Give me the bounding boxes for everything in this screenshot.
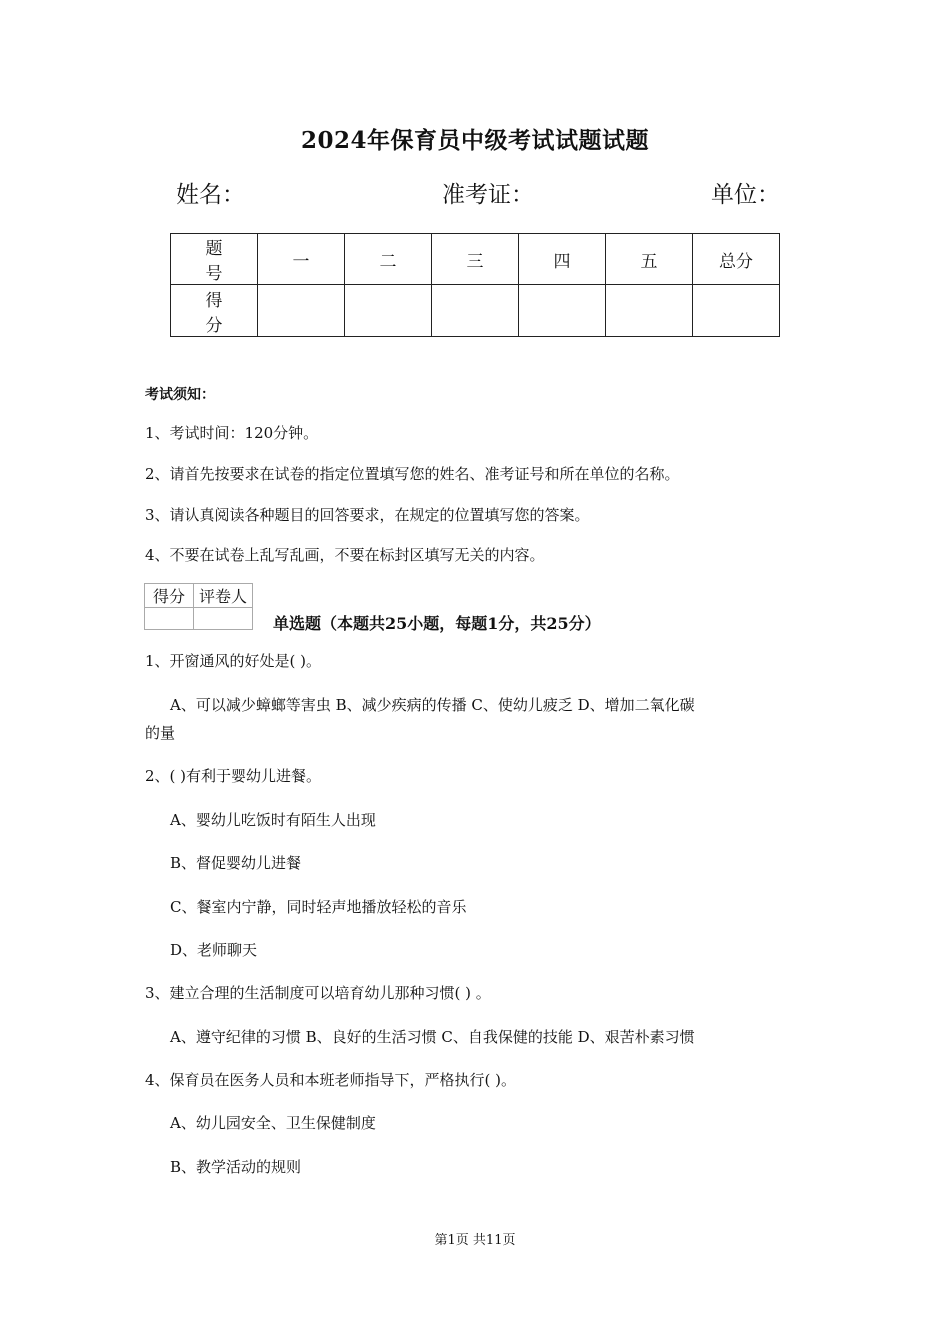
score-cell-5[interactable] [606, 285, 693, 337]
score-table [170, 233, 780, 337]
score-column-total: 总分 [693, 234, 780, 285]
score-row-label: 得分 [171, 285, 258, 337]
score-column-2: 二 [345, 234, 432, 285]
score-column-3: 三 [432, 234, 519, 285]
question-stem: 4、保育员在医务人员和本班老师指导下，严格执行( )。 [145, 1071, 517, 1089]
page-footer: 第1页 共11页 [434, 1233, 516, 1248]
score-column-4: 四 [519, 234, 606, 285]
grader-name-label: 评卷人 [194, 584, 253, 608]
grader-score-cell[interactable] [145, 608, 194, 630]
score-cell-1[interactable] [258, 285, 345, 337]
score-table-header-row [171, 234, 780, 285]
question-option: D、老师聊天 [170, 941, 258, 959]
notice-heading: 考试须知： [145, 387, 215, 403]
question-option: B、督促婴幼儿进餐 [170, 854, 302, 872]
score-column-1: 一 [258, 234, 345, 285]
score-cell-total[interactable] [693, 285, 780, 337]
question-option: A、婴幼儿吃饭时有陌生人出现 [170, 811, 376, 829]
unit-label: 单位： [711, 182, 780, 208]
question-option: B、教学活动的规则 [170, 1158, 302, 1176]
question-stem: 2、( )有利于婴幼儿进餐。 [145, 767, 322, 785]
question-options: A、可以减少蟑螂等害虫 B、减少疾病的传播 C、使幼儿疲乏 D、增加二氧化碳 [170, 696, 695, 714]
score-cell-3[interactable] [432, 285, 519, 337]
question-options-wrap: 的量 [145, 724, 176, 742]
question-stem: 3、建立合理的生活制度可以培育幼儿那种习惯( ) 。 [145, 984, 491, 1002]
notice-item: 4、不要在试卷上乱写乱画，不要在标封区填写无关的内容。 [145, 546, 545, 564]
notice-item: 1、考试时间：120分钟。 [145, 424, 319, 442]
notice-item: 3、请认真阅读各种题目的回答要求，在规定的位置填写您的答案。 [145, 506, 590, 524]
grader-table [144, 583, 253, 630]
grader-score-label: 得分 [145, 584, 194, 608]
question-option: C、餐室内宁静，同时轻声地播放轻松的音乐 [170, 898, 467, 916]
name-label: 姓名： [176, 182, 245, 208]
question-number-header: 题号 [171, 234, 258, 285]
section-heading: 单选题（本题共25小题，每题1分，共25分） [273, 614, 601, 633]
question-stem: 1、开窗通风的好处是( )。 [145, 652, 322, 670]
page-title: 2024年保育员中级考试试题试题 [300, 127, 649, 154]
score-table-score-row [171, 285, 780, 337]
score-cell-4[interactable] [519, 285, 606, 337]
score-cell-2[interactable] [345, 285, 432, 337]
notice-item: 2、请首先按要求在试卷的指定位置填写您的姓名、准考证号和所在单位的名称。 [145, 465, 680, 483]
grader-name-cell[interactable] [194, 608, 253, 630]
score-column-5: 五 [606, 234, 693, 285]
exam-id-label: 准考证： [442, 182, 534, 208]
question-option: A、幼儿园安全、卫生保健制度 [170, 1114, 376, 1132]
question-options: A、遵守纪律的习惯 B、良好的生活习惯 C、自我保健的技能 D、艰苦朴素习惯 [170, 1028, 695, 1046]
